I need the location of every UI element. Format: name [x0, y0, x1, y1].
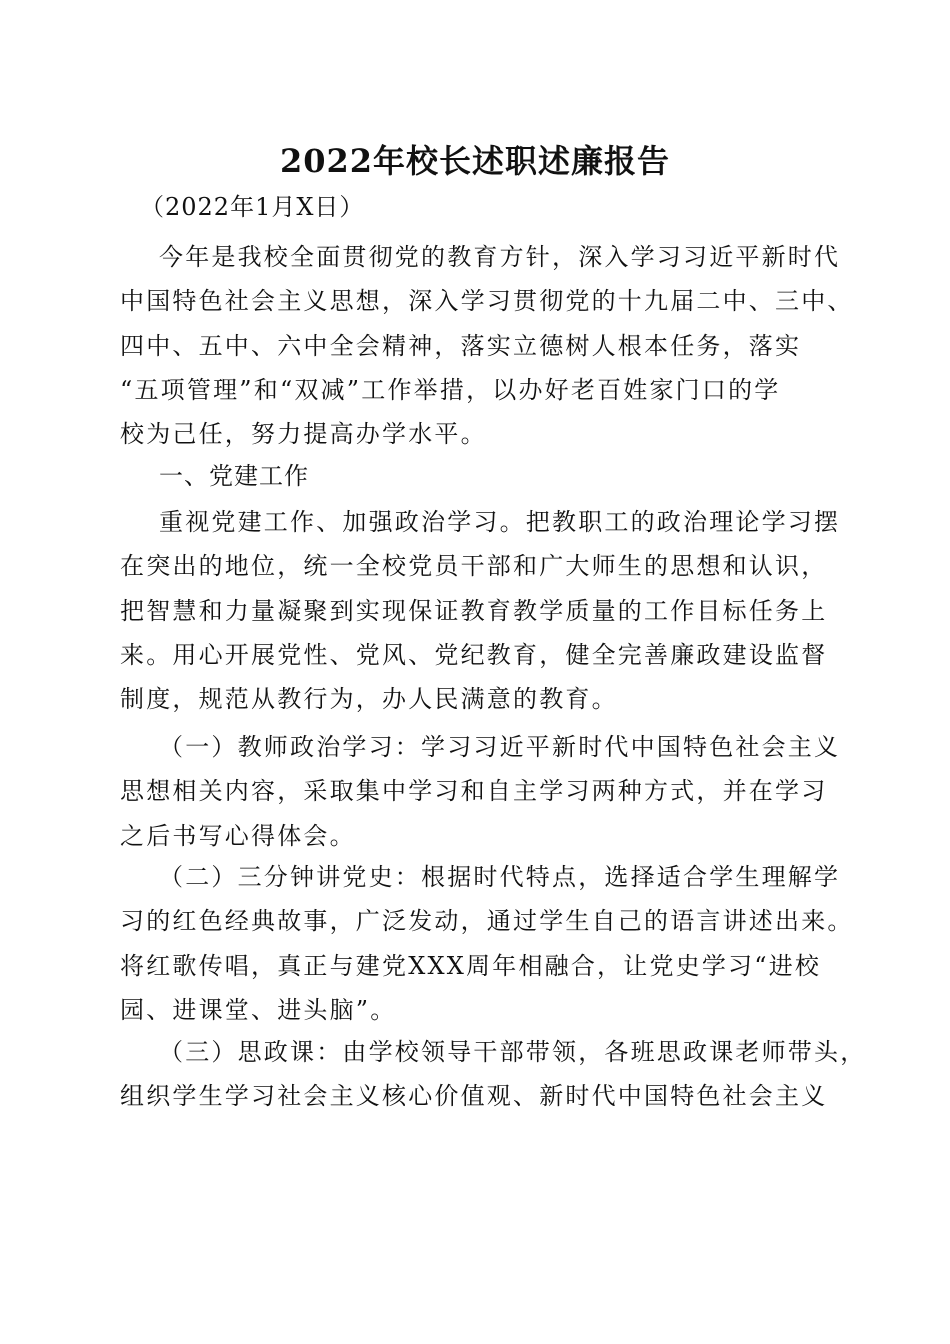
paragraph-line: 中国特色社会主义思想，深入学习贯彻党的十九届二中、三中、	[120, 287, 854, 316]
paragraph-line: 四中、五中、六中全会精神，落实立德树人根本任务，落实	[120, 331, 802, 360]
paragraph-line: 思想相关内容，采取集中学习和自主学习两种方式，并在学习	[120, 777, 828, 806]
paragraph-line: 组织学生学习社会主义核心价值观、新时代中国特色社会主义	[120, 1082, 828, 1111]
paragraph-line: （二）三分钟讲党史：根据时代特点，选择适合学生理解学	[159, 863, 841, 891]
ideology-class-paragraph	[120, 1030, 867, 1119]
paragraph-line: （一）教师政治学习：学习习近平新时代中国特色社会主义	[159, 733, 841, 761]
paragraph-line: 校为己任，努力提高办学水平。	[120, 420, 487, 449]
paragraph-line: 把智慧和力量凝聚到实现保证教育教学质量的工作目标任务上	[120, 596, 828, 625]
intro-paragraph	[120, 235, 854, 456]
paragraph-line: 之后书写心得体会。	[120, 821, 356, 850]
paragraph-line: 在突出的地位，统一全校党员干部和广大师生的思想和认识，	[120, 552, 828, 581]
paragraph-line: “五项管理”和“双减”工作举措，以办好老百姓家门口的学	[120, 375, 781, 404]
paragraph-line: 制度，规范从教行为，办人民满意的教育。	[120, 685, 618, 714]
paragraph-line: （三）思政课：由学校领导干部带领，各班思政课老师带头，	[159, 1038, 867, 1066]
report-date: （2022年1月X日）	[140, 193, 365, 221]
paragraph-line: 园、进课堂、进头脑”。	[120, 995, 397, 1024]
section-heading-party-building: 一、党建工作	[159, 462, 309, 490]
paragraph-line: 重视党建工作、加强政治学习。把教职工的政治理论学习摆	[159, 508, 841, 536]
document-title: 2022年校长述职述廉报告	[279, 142, 671, 180]
paragraph-line: 今年是我校全面贯彻党的教育方针，深入学习习近平新时代	[159, 243, 841, 271]
paragraph-line: 习的红色经典故事，广泛发动，通过学生自己的语言讲述出来。	[120, 907, 854, 936]
paragraph-line: 将红歌传唱，真正与建党XXX周年相融合，让党史学习“进校	[120, 951, 822, 980]
party-building-paragraph	[120, 500, 841, 721]
paragraph-line: 来。用心开展党性、党风、党纪教育，健全完善廉政建设监督	[120, 640, 828, 669]
party-history-paragraph	[120, 855, 854, 1032]
teacher-study-paragraph	[120, 725, 841, 858]
